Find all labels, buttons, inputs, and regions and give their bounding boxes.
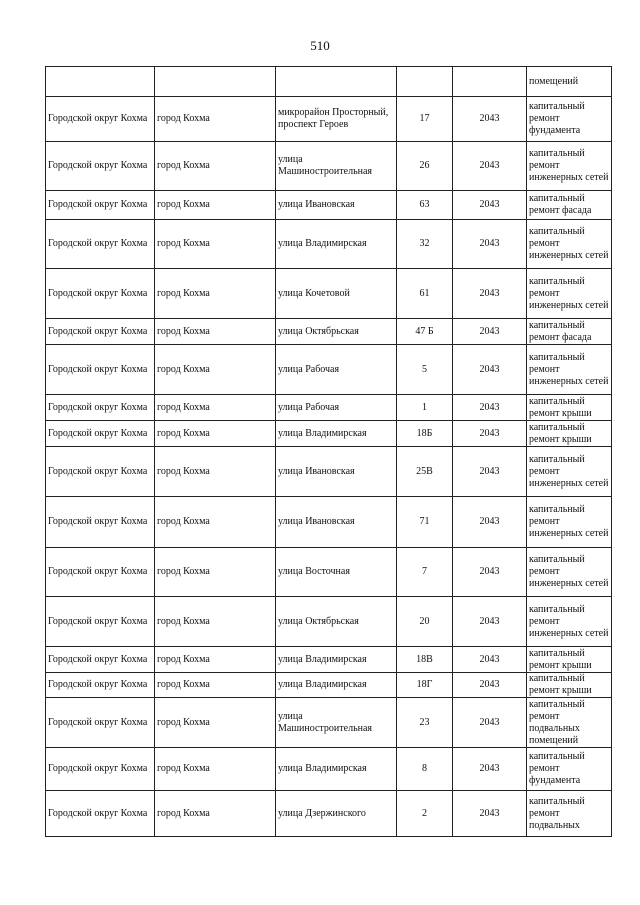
street-cell: улица Машиностроительная: [276, 142, 397, 191]
house-number-cell: 26: [397, 142, 453, 191]
municipality-cell: Городской округ Кохма: [46, 597, 155, 647]
table-row: [46, 67, 612, 97]
house-number-cell: 71: [397, 497, 453, 548]
street-cell: улица Восточная: [276, 548, 397, 597]
table-row: [46, 791, 612, 837]
municipality-cell: Городской округ Кохма: [46, 791, 155, 837]
street-cell: улица Владимирская: [276, 220, 397, 269]
year-cell: 2043: [453, 97, 527, 142]
municipality-cell: Городской округ Кохма: [46, 319, 155, 345]
settlement-cell: город Кохма: [155, 748, 276, 791]
municipality-cell: Городской округ Кохма: [46, 698, 155, 748]
house-number-cell: 5: [397, 345, 453, 395]
year-cell: [453, 67, 527, 97]
work-type-cell: капитальный ремонт фундамента: [527, 97, 612, 142]
settlement-cell: город Кохма: [155, 791, 276, 837]
street-cell: улица Владимирская: [276, 748, 397, 791]
house-number-cell: 18Б: [397, 421, 453, 447]
settlement-cell: [155, 67, 276, 97]
work-type-cell: капитальный ремонт крыши: [527, 673, 612, 698]
street-cell: улица Ивановская: [276, 191, 397, 220]
year-cell: 2043: [453, 698, 527, 748]
settlement-cell: город Кохма: [155, 345, 276, 395]
municipality-cell: Городской округ Кохма: [46, 447, 155, 497]
year-cell: 2043: [453, 497, 527, 548]
table-row: [46, 97, 612, 142]
year-cell: 2043: [453, 748, 527, 791]
work-type-cell: капитальный ремонт фасада: [527, 319, 612, 345]
work-type-cell: капитальный ремонт крыши: [527, 421, 612, 447]
table-row: [46, 597, 612, 647]
settlement-cell: город Кохма: [155, 97, 276, 142]
year-cell: 2043: [453, 447, 527, 497]
table-row: [46, 142, 612, 191]
settlement-cell: город Кохма: [155, 191, 276, 220]
house-number-cell: 20: [397, 597, 453, 647]
year-cell: 2043: [453, 142, 527, 191]
settlement-cell: город Кохма: [155, 447, 276, 497]
table-row: [46, 447, 612, 497]
table-body: [46, 67, 612, 837]
municipality-cell: Городской округ Кохма: [46, 497, 155, 548]
settlement-cell: город Кохма: [155, 497, 276, 548]
street-cell: улица Владимирская: [276, 421, 397, 447]
work-type-cell: помещений: [527, 67, 612, 97]
municipality-cell: Городской округ Кохма: [46, 395, 155, 421]
work-type-cell: капитальный ремонт фундамента: [527, 748, 612, 791]
street-cell: [276, 67, 397, 97]
work-type-cell: капитальный ремонт инженерных сетей: [527, 142, 612, 191]
settlement-cell: город Кохма: [155, 269, 276, 319]
house-number-cell: 7: [397, 548, 453, 597]
settlement-cell: город Кохма: [155, 698, 276, 748]
street-cell: улица Ивановская: [276, 497, 397, 548]
work-type-cell: капитальный ремонт инженерных сетей: [527, 597, 612, 647]
year-cell: 2043: [453, 191, 527, 220]
municipality-cell: Городской округ Кохма: [46, 548, 155, 597]
work-type-cell: капитальный ремонт фасада: [527, 191, 612, 220]
house-number-cell: 63: [397, 191, 453, 220]
settlement-cell: город Кохма: [155, 597, 276, 647]
street-cell: улица Дзержинского: [276, 791, 397, 837]
year-cell: 2043: [453, 220, 527, 269]
settlement-cell: город Кохма: [155, 421, 276, 447]
settlement-cell: город Кохма: [155, 220, 276, 269]
year-cell: 2043: [453, 395, 527, 421]
table-row: [46, 748, 612, 791]
table-row: [46, 698, 612, 748]
year-cell: 2043: [453, 345, 527, 395]
work-type-cell: капитальный ремонт подвальных: [527, 791, 612, 837]
table-row: [46, 548, 612, 597]
house-number-cell: 25В: [397, 447, 453, 497]
work-type-cell: капитальный ремонт инженерных сетей: [527, 497, 612, 548]
settlement-cell: город Кохма: [155, 673, 276, 698]
year-cell: 2043: [453, 548, 527, 597]
table-row: [46, 647, 612, 673]
municipality-cell: Городской округ Кохма: [46, 345, 155, 395]
table-row: [46, 269, 612, 319]
settlement-cell: город Кохма: [155, 647, 276, 673]
settlement-cell: город Кохма: [155, 395, 276, 421]
house-number-cell: 18Г: [397, 673, 453, 698]
municipality-cell: Городской округ Кохма: [46, 269, 155, 319]
street-cell: улица Кочетовой: [276, 269, 397, 319]
municipality-cell: Городской округ Кохма: [46, 191, 155, 220]
work-type-cell: капитальный ремонт крыши: [527, 647, 612, 673]
table-row: [46, 191, 612, 220]
settlement-cell: город Кохма: [155, 142, 276, 191]
street-cell: улица Машиностроительная: [276, 698, 397, 748]
street-cell: улица Владимирская: [276, 647, 397, 673]
municipality-cell: Городской округ Кохма: [46, 673, 155, 698]
work-type-cell: капитальный ремонт инженерных сетей: [527, 447, 612, 497]
municipality-cell: Городской округ Кохма: [46, 647, 155, 673]
year-cell: 2043: [453, 647, 527, 673]
table-row: [46, 497, 612, 548]
table-row: [46, 345, 612, 395]
work-type-cell: капитальный ремонт инженерных сетей: [527, 548, 612, 597]
repair-schedule-table: [45, 66, 612, 837]
house-number-cell: 1: [397, 395, 453, 421]
work-type-cell: капитальный ремонт подвальных помещений: [527, 698, 612, 748]
year-cell: 2043: [453, 421, 527, 447]
municipality-cell: Городской округ Кохма: [46, 97, 155, 142]
house-number-cell: 8: [397, 748, 453, 791]
street-cell: улица Рабочая: [276, 345, 397, 395]
house-number-cell: 2: [397, 791, 453, 837]
table-row: [46, 395, 612, 421]
street-cell: улица Октябрьская: [276, 597, 397, 647]
house-number-cell: 17: [397, 97, 453, 142]
municipality-cell: [46, 67, 155, 97]
work-type-cell: капитальный ремонт инженерных сетей: [527, 220, 612, 269]
work-type-cell: капитальный ремонт инженерных сетей: [527, 345, 612, 395]
settlement-cell: город Кохма: [155, 548, 276, 597]
year-cell: 2043: [453, 597, 527, 647]
page-number: 510: [310, 38, 330, 53]
municipality-cell: Городской округ Кохма: [46, 220, 155, 269]
house-number-cell: 23: [397, 698, 453, 748]
year-cell: 2043: [453, 269, 527, 319]
settlement-cell: город Кохма: [155, 319, 276, 345]
year-cell: 2043: [453, 791, 527, 837]
street-cell: микрорайон Просторный, проспект Героев: [276, 97, 397, 142]
municipality-cell: Городской округ Кохма: [46, 421, 155, 447]
house-number-cell: 18В: [397, 647, 453, 673]
house-number-cell: 32: [397, 220, 453, 269]
table-row: [46, 673, 612, 698]
year-cell: 2043: [453, 319, 527, 345]
street-cell: улица Ивановская: [276, 447, 397, 497]
table-row: [46, 220, 612, 269]
work-type-cell: капитальный ремонт инженерных сетей: [527, 269, 612, 319]
municipality-cell: Городской округ Кохма: [46, 142, 155, 191]
municipality-cell: Городской округ Кохма: [46, 748, 155, 791]
house-number-cell: 61: [397, 269, 453, 319]
year-cell: 2043: [453, 673, 527, 698]
table-row: [46, 319, 612, 345]
table-row: [46, 421, 612, 447]
street-cell: улица Октябрьская: [276, 319, 397, 345]
street-cell: улица Владимирская: [276, 673, 397, 698]
house-number-cell: [397, 67, 453, 97]
house-number-cell: 47 Б: [397, 319, 453, 345]
street-cell: улица Рабочая: [276, 395, 397, 421]
work-type-cell: капитальный ремонт крыши: [527, 395, 612, 421]
